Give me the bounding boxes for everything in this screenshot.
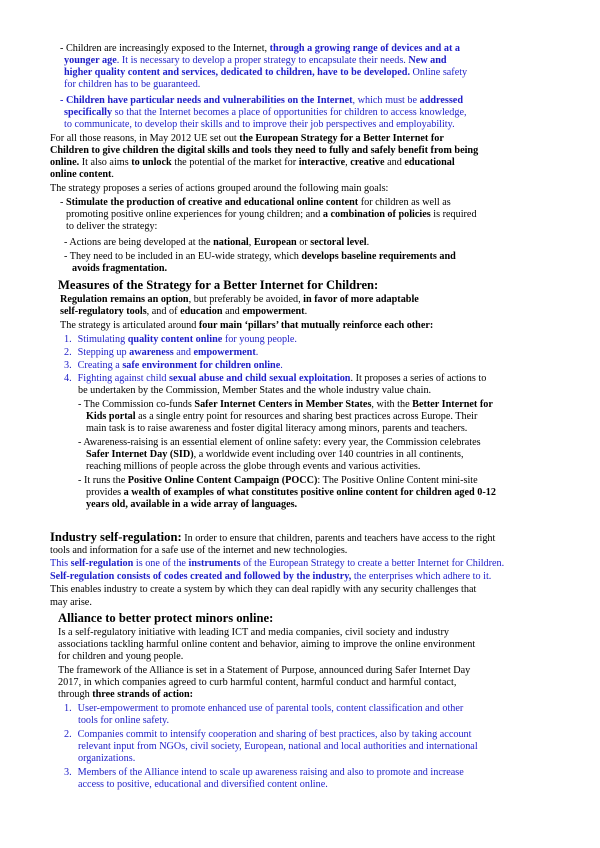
strand-1-line-1 [64, 703, 463, 715]
text: In order to ensure that children, parents and teachers have access to the right [181, 533, 496, 544]
text: Stimulating [77, 334, 128, 345]
pillar-sub-1-line-1 [78, 399, 493, 411]
subgoal-actions [64, 237, 369, 249]
text: of the European Strategy to create a better Internet for Children. [240, 558, 505, 569]
pillar-sub-1-line-2 [86, 411, 477, 423]
text-emphasis: Positive Online Content Campaign (POCC) [127, 475, 318, 486]
text: : The Positive Online Content mini-site [317, 475, 478, 486]
text-emphasis: specifically [64, 107, 113, 118]
bullet-exposure-line-1 [60, 43, 460, 55]
text: For all those reasons, in May 2012 UE set out [50, 133, 240, 144]
list-number: 3. [64, 360, 72, 371]
text: for children and young people. [58, 651, 184, 662]
text-emphasis: online content [50, 169, 112, 180]
text: , a worldwide event including over 140 countries in all continents, [193, 449, 464, 460]
text: associations tackling harmful online content and behavior, aiming to improve the online environment [58, 639, 476, 650]
text-emphasis: Safer Internet Centers in Member States [194, 399, 372, 410]
text: or [296, 237, 311, 248]
text-emphasis: a combination of policies [322, 209, 431, 220]
alliance-line-5 [58, 677, 456, 689]
text: Fighting against child [77, 373, 170, 384]
alliance-line-2 [58, 639, 475, 651]
pillar-3 [64, 360, 283, 372]
text-emphasis: Regulation remains an option [60, 294, 189, 305]
measures-line-2 [60, 306, 307, 318]
text: This [50, 558, 71, 569]
goal-line-1 [60, 197, 451, 209]
text-emphasis: Kids portal [86, 411, 136, 422]
pillar-sub-2-line-3 [86, 461, 420, 473]
text-emphasis: to unlock [131, 157, 172, 168]
measures-line-1 [60, 294, 419, 306]
strategy-line-3 [50, 157, 455, 169]
alliance-line-6 [58, 689, 193, 701]
section-heading: Industry self-regulation: [50, 530, 182, 544]
text-emphasis: Children to give children the digital skills and tools they need to fully and safely benefit from being [50, 145, 479, 156]
text-emphasis: national [213, 237, 249, 248]
pillar-1 [64, 334, 297, 346]
text: . [280, 360, 283, 371]
alliance-line-3 [58, 651, 183, 663]
text-emphasis: empowerment [193, 347, 256, 358]
text-emphasis: develops baseline requirements and [301, 251, 456, 262]
text-emphasis: higher quality content and services, dedicated to children, have to be developed. [64, 67, 410, 78]
bullet-exposure-line-4 [64, 79, 200, 91]
strategy-goals-intro [50, 183, 388, 195]
text-emphasis: Safer Internet Day (SID) [86, 449, 194, 460]
text: , but preferably be avoided, [188, 294, 304, 305]
text: main task is to raise awareness and foster digital literacy among minors, parents and teachers. [86, 423, 468, 434]
list-number: 4. [64, 373, 72, 384]
text: the potential of the market for [171, 157, 299, 168]
text: - They need to be included in an EU-wide strategy, which [64, 251, 302, 262]
industry-line-1 [50, 530, 495, 545]
text: . It is necessary to develop a proper strategy to encapsulate their needs. [116, 55, 409, 66]
industry-line-3 [50, 558, 504, 570]
text-emphasis: three strands of action: [92, 689, 194, 700]
bullet-needs-line-3 [64, 119, 455, 131]
list-number: 1. [64, 334, 72, 345]
text: tools and information for a safe use of the internet and new technologies. [50, 545, 348, 556]
text: and [173, 347, 194, 358]
text: Members of the Alliance intend to scale up awareness raising and also to promote and increase [77, 767, 464, 778]
text-emphasis: European [253, 237, 297, 248]
text: reaching millions of people across the globe through events and various activities. [86, 461, 421, 472]
text-emphasis: sexual abuse and child sexual exploitation [169, 373, 351, 384]
text: The strategy is articulated around [60, 320, 199, 331]
text-emphasis: educational [404, 157, 455, 168]
text: , with the [371, 399, 413, 410]
strand-2-line-3 [78, 753, 135, 765]
text-emphasis: years old, available in a wide array of languages. [86, 499, 298, 510]
strand-3-line-1 [64, 767, 464, 779]
text-emphasis: younger age [64, 55, 117, 66]
text: The strategy proposes a series of actions grouped around the following main goals: [50, 183, 389, 194]
text: , [248, 237, 254, 248]
text-emphasis: quality content online [127, 334, 223, 345]
text-emphasis: in favor of more adaptable [303, 294, 419, 305]
strategy-line-1 [50, 133, 444, 145]
alliance-heading: Alliance to better protect minors online: [58, 611, 274, 625]
pillar-sub-2-line-2 [86, 449, 464, 461]
text-emphasis: addressed [419, 95, 463, 106]
strategy-line-4 [50, 169, 114, 181]
bullet-needs-line-1 [60, 95, 463, 107]
text-emphasis: self-regulatory tools [60, 306, 147, 317]
text: promoting positive online experiences for young children; and [66, 209, 323, 220]
subgoal-eu-line-1 [64, 251, 456, 263]
measures-heading: Measures of the Strategy for a Better Internet for Children: [58, 278, 379, 292]
text: to communicate, to develop their skills and to improve their job perspectives and employability. [64, 119, 455, 130]
industry-line-2 [50, 545, 347, 557]
text: - [60, 197, 66, 208]
text: It also aims [79, 157, 132, 168]
text: , and of [146, 306, 181, 317]
pillar-4-line-1 [64, 373, 486, 385]
text: is required [430, 209, 477, 220]
text-emphasis: empowerment [242, 306, 305, 317]
text: Stepping up [77, 347, 130, 358]
text-emphasis: avoids fragmentation. [72, 263, 168, 274]
text-emphasis: online. [50, 157, 80, 168]
text-emphasis: Stimulate the production of creative and educational online content [65, 197, 359, 208]
text: so that the Internet becomes a place of opportunities for children to access knowledge, [112, 107, 467, 118]
text-emphasis: self-regulation [70, 558, 134, 569]
text: 2017, in which companies agreed to curb harmful content, harmful conduct and harmful contact, [58, 677, 457, 688]
text: as a single entry point for resources and sharing best practices across Europe. Their [135, 411, 478, 422]
text-emphasis: safe environment for children online [122, 360, 281, 371]
text: tools for online safety. [78, 715, 170, 726]
list-number: 2. [64, 729, 72, 740]
alliance-line-1 [58, 627, 449, 639]
text: through [58, 689, 93, 700]
pillar-sub-2-line-1 [78, 437, 481, 449]
text-emphasis: the European Strategy for a Better Internet for [239, 133, 444, 144]
text-emphasis: - Children have particular needs and vulnerabilities on the Internet [60, 95, 353, 106]
text: Companies commit to intensify cooperation and sharing of best practices, also by taking account [77, 729, 472, 740]
text: Online safety [410, 67, 468, 78]
bullet-needs-line-2 [64, 107, 467, 119]
list-number: 1. [64, 703, 72, 714]
text-emphasis: New and [408, 55, 447, 66]
text-emphasis: instruments [188, 558, 241, 569]
text-emphasis: Better Internet for [412, 399, 493, 410]
text: may arise. [50, 597, 92, 608]
strategy-line-2 [50, 145, 478, 157]
pillar-sub-3-line-1 [78, 475, 478, 487]
pillar-4-line-2 [78, 385, 431, 397]
pillar-sub-3-line-2 [86, 487, 496, 499]
pillar-sub-1-line-3 [86, 423, 467, 435]
text: for children has to be guaranteed. [64, 79, 201, 90]
text: is one of the [133, 558, 189, 569]
text: Is a self-regulatory initiative with leading ICT and media companies, civil society and industry [58, 627, 450, 638]
bullet-exposure-line-3 [64, 67, 467, 79]
text: This enables industry to create a system by which they can deal rapidly with any security challenges that [50, 584, 477, 595]
list-number: 2. [64, 347, 72, 358]
text: User-empowerment to promote enhanced use of parental tools, content classification and other [77, 703, 464, 714]
text: provides [86, 487, 124, 498]
pillar-sub-3-line-3 [86, 499, 297, 511]
text: - Children are increasingly exposed to the Internet, [60, 43, 270, 54]
text-emphasis: Self-regulation consists of codes created and followed by the industry, [50, 571, 352, 582]
strand-1-line-2 [78, 715, 169, 727]
text: The framework of the Alliance is set in a Statement of Purpose, announced during Safer Internet Day [58, 665, 471, 676]
text: . [304, 306, 308, 317]
text: for children as well as [358, 197, 451, 208]
text: relevant input from NGOs, civil society, European, national and local authorities and international [78, 741, 478, 752]
industry-line-5 [50, 584, 476, 596]
text: . It proposes a series of actions to [350, 373, 487, 384]
text: to deliver the strategy: [66, 221, 158, 232]
strand-2-line-2 [78, 741, 478, 753]
text: and [222, 306, 243, 317]
goal-line-2 [66, 209, 477, 221]
text-emphasis: awareness [129, 347, 174, 358]
subgoal-eu-line-2 [72, 263, 167, 275]
text: the enterprises which adhere to it. [351, 571, 492, 582]
alliance-line-4 [58, 665, 470, 677]
text: - Actions are being developed at the [64, 237, 214, 248]
text: . [255, 347, 259, 358]
text-emphasis: sectoral level [310, 237, 367, 248]
list-number: 3. [64, 767, 72, 778]
text-emphasis: creative [350, 157, 385, 168]
text-emphasis: through a growing range of devices and at a [269, 43, 460, 54]
text-emphasis: a wealth of examples of what constitutes positive online content for children aged 0-12 [123, 487, 496, 498]
industry-line-4 [50, 571, 491, 583]
text: , which must be [352, 95, 420, 106]
text: . [111, 169, 114, 180]
goal-line-3 [66, 221, 157, 233]
text: access to positive, educational and diversified content online. [78, 779, 328, 790]
industry-line-6 [50, 597, 92, 609]
text: - It runs the [78, 475, 128, 486]
text: for young people. [222, 334, 297, 345]
text: - The Commission co-funds [78, 399, 195, 410]
text: Creating a [77, 360, 123, 371]
text: be undertaken by the Commission, Member States and the whole industry value chain. [78, 385, 432, 396]
text: - Awareness-raising is an essential element of online safety: every year, the Commission celebrates [78, 437, 481, 448]
strand-3-line-2 [78, 779, 328, 791]
text-emphasis: education [180, 306, 223, 317]
text: . [366, 237, 370, 248]
text-emphasis: interactive [298, 157, 346, 168]
measures-pillars-intro [60, 320, 433, 332]
pillar-2 [64, 347, 258, 359]
bullet-exposure-line-2 [64, 55, 447, 67]
text: and [384, 157, 405, 168]
text: , [345, 157, 351, 168]
text: organizations. [78, 753, 136, 764]
strand-2-line-1 [64, 729, 471, 741]
text-emphasis: four main ‘pillars’ that mutually reinforce each other: [198, 320, 434, 331]
